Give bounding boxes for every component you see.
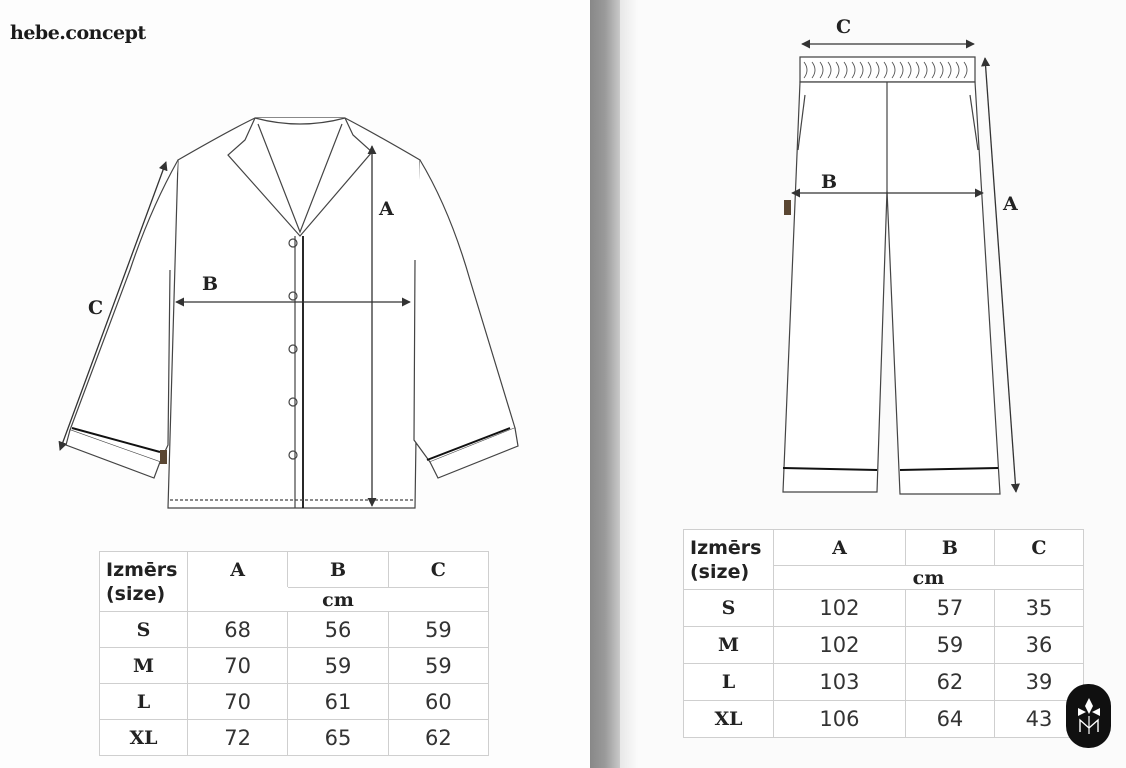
shirt-drawing [66,118,518,508]
size-header-cell [684,530,774,590]
value-c: 35 [994,590,1083,627]
value-a: 103 [774,664,906,701]
shirt-size-table [99,551,489,756]
value-a: 102 [774,627,906,664]
value-c: 59 [388,648,488,684]
column-header-b: B [905,530,994,566]
value-c: 62 [388,720,488,756]
size-label: L [684,664,774,701]
column-header-c: C [994,530,1083,566]
pants-waistband [800,57,975,82]
size-label: M [100,648,188,684]
value-c: 60 [388,684,488,720]
value-b: 65 [288,720,388,756]
pants-label-a: A [1003,193,1018,215]
table-row [100,684,489,720]
size-label: S [100,612,188,648]
value-b: 64 [905,701,994,738]
table-row [100,648,489,684]
shirt-label-a: A [379,198,394,220]
size-header-line1: Izmērs [106,558,178,581]
value-c: 59 [388,612,488,648]
size-header-cell [100,552,188,612]
value-b: 56 [288,612,388,648]
shirt-label-b: B [202,273,219,295]
value-a: 102 [774,590,906,627]
value-c: 43 [994,701,1083,738]
shirt-label-c: C [88,297,104,319]
shirt-left-sleeve [70,160,178,462]
monogram-glyph-icon [1074,694,1104,738]
column-header-c: C [388,552,488,588]
pants-size-table [683,529,1084,738]
column-header-b: B [288,552,388,588]
column-header-a: A [774,530,906,566]
brand-monogram-icon [1066,684,1111,748]
table-row [100,612,489,648]
value-c: 39 [994,664,1083,701]
value-a: 70 [188,684,288,720]
pants-legs [783,82,1000,494]
unit-label: cm [188,588,489,612]
value-a: 106 [774,701,906,738]
value-a: 72 [188,720,288,756]
table-row [684,627,1084,664]
value-a: 68 [188,612,288,648]
size-header-line2: (size) [106,582,166,605]
shirt-right-sleeve [414,160,515,462]
value-b: 59 [905,627,994,664]
size-header-line2: (size) [690,560,750,583]
value-a: 70 [188,648,288,684]
value-b: 57 [905,590,994,627]
pants-label-b: B [821,171,838,193]
value-b: 59 [288,648,388,684]
size-label: XL [100,720,188,756]
size-label: S [684,590,774,627]
value-b: 62 [905,664,994,701]
table-row [684,701,1084,738]
table-row [684,590,1084,627]
table-row [684,664,1084,701]
unit-label: cm [774,566,1084,590]
size-label: L [100,684,188,720]
pants-drawing [783,57,1000,494]
column-header-a: A [188,552,288,588]
value-c: 36 [994,627,1083,664]
brand-logo-text: hebe.concept [10,22,146,44]
table-row [100,720,489,756]
pants-label-c: C [836,16,852,38]
value-b: 61 [288,684,388,720]
size-label: M [684,627,774,664]
size-header-line1: Izmērs [690,536,762,559]
size-label: XL [684,701,774,738]
